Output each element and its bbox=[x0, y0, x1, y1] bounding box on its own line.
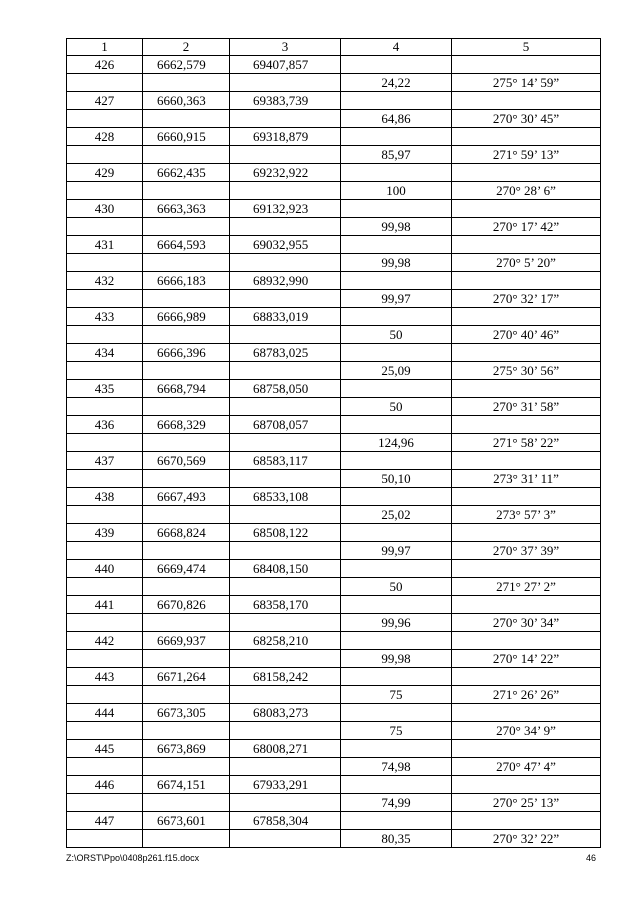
point-number-cell: 437 bbox=[67, 452, 143, 470]
point-number-cell: 436 bbox=[67, 416, 143, 434]
point-number-cell bbox=[67, 722, 143, 740]
bearing-cell: 275° 14’ 59” bbox=[452, 74, 601, 92]
point-number-cell bbox=[67, 146, 143, 164]
header-cell-2: 2 bbox=[143, 39, 230, 56]
point-number-cell bbox=[67, 110, 143, 128]
bearing-cell: 270° 32’ 17” bbox=[452, 290, 601, 308]
distance-cell bbox=[341, 416, 452, 434]
x-coordinate-cell: 6668,794 bbox=[143, 380, 230, 398]
x-coordinate-cell: 6660,915 bbox=[143, 128, 230, 146]
bearing-cell bbox=[452, 560, 601, 578]
y-coordinate-cell: 69032,955 bbox=[230, 236, 341, 254]
table-row bbox=[67, 470, 601, 488]
point-number-cell bbox=[67, 290, 143, 308]
distance-cell bbox=[341, 488, 452, 506]
bearing-cell bbox=[452, 668, 601, 686]
table-row bbox=[67, 380, 601, 398]
y-coordinate-cell bbox=[230, 434, 341, 452]
y-coordinate-cell: 68008,271 bbox=[230, 740, 341, 758]
x-coordinate-cell: 6660,363 bbox=[143, 92, 230, 110]
bearing-cell bbox=[452, 272, 601, 290]
point-number-cell bbox=[67, 578, 143, 596]
point-number-cell: 443 bbox=[67, 668, 143, 686]
table-row bbox=[67, 110, 601, 128]
x-coordinate-cell bbox=[143, 218, 230, 236]
y-coordinate-cell bbox=[230, 542, 341, 560]
point-number-cell: 440 bbox=[67, 560, 143, 578]
point-number-cell bbox=[67, 794, 143, 812]
x-coordinate-cell: 6668,824 bbox=[143, 524, 230, 542]
bearing-cell bbox=[452, 524, 601, 542]
distance-cell bbox=[341, 236, 452, 254]
distance-cell: 99,98 bbox=[341, 650, 452, 668]
point-number-cell bbox=[67, 362, 143, 380]
table-row bbox=[67, 686, 601, 704]
x-coordinate-cell bbox=[143, 182, 230, 200]
distance-cell bbox=[341, 200, 452, 218]
x-coordinate-cell bbox=[143, 398, 230, 416]
y-coordinate-cell bbox=[230, 578, 341, 596]
table-row bbox=[67, 452, 601, 470]
table-row bbox=[67, 506, 601, 524]
x-coordinate-cell bbox=[143, 830, 230, 848]
bearing-cell: 270° 17’ 42” bbox=[452, 218, 601, 236]
distance-cell bbox=[341, 632, 452, 650]
x-coordinate-cell: 6666,989 bbox=[143, 308, 230, 326]
distance-cell: 99,97 bbox=[341, 290, 452, 308]
bearing-cell bbox=[452, 164, 601, 182]
distance-cell bbox=[341, 560, 452, 578]
table-row bbox=[67, 272, 601, 290]
distance-cell bbox=[341, 704, 452, 722]
y-coordinate-cell: 68932,990 bbox=[230, 272, 341, 290]
y-coordinate-cell bbox=[230, 326, 341, 344]
bearing-cell bbox=[452, 488, 601, 506]
header-cell-3: 3 bbox=[230, 39, 341, 56]
table-row bbox=[67, 830, 601, 848]
x-coordinate-cell bbox=[143, 758, 230, 776]
bearing-cell bbox=[452, 452, 601, 470]
table-row bbox=[67, 596, 601, 614]
bearing-cell bbox=[452, 704, 601, 722]
bearing-cell: 275° 30’ 56” bbox=[452, 362, 601, 380]
point-number-cell bbox=[67, 326, 143, 344]
bearing-cell bbox=[452, 56, 601, 74]
x-coordinate-cell: 6664,593 bbox=[143, 236, 230, 254]
y-coordinate-cell bbox=[230, 182, 341, 200]
point-number-cell bbox=[67, 254, 143, 272]
distance-cell: 124,96 bbox=[341, 434, 452, 452]
x-coordinate-cell: 6673,305 bbox=[143, 704, 230, 722]
bearing-cell: 271° 58’ 22” bbox=[452, 434, 601, 452]
point-number-cell bbox=[67, 650, 143, 668]
y-coordinate-cell: 68833,019 bbox=[230, 308, 341, 326]
y-coordinate-cell bbox=[230, 254, 341, 272]
y-coordinate-cell bbox=[230, 146, 341, 164]
distance-cell: 80,35 bbox=[341, 830, 452, 848]
point-number-cell bbox=[67, 830, 143, 848]
bearing-cell bbox=[452, 128, 601, 146]
header-cell-4: 4 bbox=[341, 39, 452, 56]
x-coordinate-cell bbox=[143, 362, 230, 380]
bearing-cell bbox=[452, 344, 601, 362]
distance-cell: 74,99 bbox=[341, 794, 452, 812]
distance-cell bbox=[341, 596, 452, 614]
x-coordinate-cell: 6662,435 bbox=[143, 164, 230, 182]
table-row bbox=[67, 56, 601, 74]
y-coordinate-cell bbox=[230, 218, 341, 236]
y-coordinate-cell bbox=[230, 398, 341, 416]
bearing-cell: 270° 31’ 58” bbox=[452, 398, 601, 416]
y-coordinate-cell: 67858,304 bbox=[230, 812, 341, 830]
table-row bbox=[67, 614, 601, 632]
x-coordinate-cell bbox=[143, 650, 230, 668]
table-row bbox=[67, 128, 601, 146]
x-coordinate-cell bbox=[143, 254, 230, 272]
point-number-cell: 447 bbox=[67, 812, 143, 830]
y-coordinate-cell bbox=[230, 686, 341, 704]
distance-cell bbox=[341, 92, 452, 110]
table-row bbox=[67, 344, 601, 362]
point-number-cell: 442 bbox=[67, 632, 143, 650]
x-coordinate-cell: 6670,569 bbox=[143, 452, 230, 470]
bearing-cell: 271° 26’ 26” bbox=[452, 686, 601, 704]
y-coordinate-cell: 69318,879 bbox=[230, 128, 341, 146]
x-coordinate-cell: 6663,363 bbox=[143, 200, 230, 218]
distance-cell bbox=[341, 308, 452, 326]
point-number-cell: 446 bbox=[67, 776, 143, 794]
x-coordinate-cell: 6667,493 bbox=[143, 488, 230, 506]
x-coordinate-cell: 6671,264 bbox=[143, 668, 230, 686]
distance-cell: 99,96 bbox=[341, 614, 452, 632]
bearing-cell: 271° 27’ 2” bbox=[452, 578, 601, 596]
distance-cell: 99,98 bbox=[341, 254, 452, 272]
table-row bbox=[67, 290, 601, 308]
y-coordinate-cell bbox=[230, 74, 341, 92]
bearing-cell: 270° 40’ 46” bbox=[452, 326, 601, 344]
point-number-cell bbox=[67, 398, 143, 416]
distance-cell: 24,22 bbox=[341, 74, 452, 92]
point-number-cell bbox=[67, 434, 143, 452]
point-number-cell: 431 bbox=[67, 236, 143, 254]
y-coordinate-cell bbox=[230, 758, 341, 776]
table-row bbox=[67, 164, 601, 182]
distance-cell: 99,98 bbox=[341, 218, 452, 236]
y-coordinate-cell bbox=[230, 362, 341, 380]
table-row bbox=[67, 704, 601, 722]
x-coordinate-cell bbox=[143, 146, 230, 164]
y-coordinate-cell: 68708,057 bbox=[230, 416, 341, 434]
table-row bbox=[67, 362, 601, 380]
distance-cell: 25,02 bbox=[341, 506, 452, 524]
table-row bbox=[67, 542, 601, 560]
x-coordinate-cell bbox=[143, 110, 230, 128]
bearing-cell: 273° 57’ 3” bbox=[452, 506, 601, 524]
table-row bbox=[67, 308, 601, 326]
point-number-cell: 438 bbox=[67, 488, 143, 506]
point-number-cell: 428 bbox=[67, 128, 143, 146]
distance-cell bbox=[341, 668, 452, 686]
table-row bbox=[67, 326, 601, 344]
distance-cell bbox=[341, 380, 452, 398]
table-row bbox=[67, 182, 601, 200]
bearing-cell: 270° 28’ 6” bbox=[452, 182, 601, 200]
distance-cell: 75 bbox=[341, 686, 452, 704]
x-coordinate-cell: 6670,826 bbox=[143, 596, 230, 614]
y-coordinate-cell: 68533,108 bbox=[230, 488, 341, 506]
distance-cell bbox=[341, 128, 452, 146]
point-number-cell bbox=[67, 542, 143, 560]
x-coordinate-cell bbox=[143, 686, 230, 704]
x-coordinate-cell: 6666,183 bbox=[143, 272, 230, 290]
table-row bbox=[67, 758, 601, 776]
bearing-cell: 273° 31’ 11” bbox=[452, 470, 601, 488]
y-coordinate-cell: 68158,242 bbox=[230, 668, 341, 686]
distance-cell: 50,10 bbox=[341, 470, 452, 488]
table-row bbox=[67, 74, 601, 92]
x-coordinate-cell bbox=[143, 578, 230, 596]
distance-cell bbox=[341, 740, 452, 758]
y-coordinate-cell: 68583,117 bbox=[230, 452, 341, 470]
point-number-cell bbox=[67, 758, 143, 776]
table-row bbox=[67, 236, 601, 254]
bearing-cell: 270° 25’ 13” bbox=[452, 794, 601, 812]
point-number-cell: 441 bbox=[67, 596, 143, 614]
header-cell-5: 5 bbox=[452, 39, 601, 56]
x-coordinate-cell bbox=[143, 470, 230, 488]
point-number-cell bbox=[67, 218, 143, 236]
table-row bbox=[67, 578, 601, 596]
distance-cell: 100 bbox=[341, 182, 452, 200]
y-coordinate-cell: 68508,122 bbox=[230, 524, 341, 542]
point-number-cell bbox=[67, 506, 143, 524]
point-number-cell: 429 bbox=[67, 164, 143, 182]
y-coordinate-cell: 68758,050 bbox=[230, 380, 341, 398]
header-cell-1: 1 bbox=[67, 39, 143, 56]
x-coordinate-cell: 6666,396 bbox=[143, 344, 230, 362]
distance-cell: 74,98 bbox=[341, 758, 452, 776]
table-row bbox=[67, 560, 601, 578]
y-coordinate-cell bbox=[230, 110, 341, 128]
x-coordinate-cell bbox=[143, 434, 230, 452]
distance-cell: 85,97 bbox=[341, 146, 452, 164]
table-row bbox=[67, 434, 601, 452]
x-coordinate-cell: 6668,329 bbox=[143, 416, 230, 434]
table-row bbox=[67, 218, 601, 236]
bearing-cell: 270° 30’ 45” bbox=[452, 110, 601, 128]
footer-page-number: 46 bbox=[585, 853, 596, 863]
bearing-cell bbox=[452, 812, 601, 830]
x-coordinate-cell bbox=[143, 614, 230, 632]
x-coordinate-cell bbox=[143, 722, 230, 740]
x-coordinate-cell: 6674,151 bbox=[143, 776, 230, 794]
bearing-cell bbox=[452, 380, 601, 398]
distance-cell: 64,86 bbox=[341, 110, 452, 128]
y-coordinate-cell: 68258,210 bbox=[230, 632, 341, 650]
bearing-cell: 270° 37’ 39” bbox=[452, 542, 601, 560]
table-row bbox=[67, 632, 601, 650]
y-coordinate-cell: 67933,291 bbox=[230, 776, 341, 794]
bearing-cell: 270° 30’ 34” bbox=[452, 614, 601, 632]
y-coordinate-cell: 69132,923 bbox=[230, 200, 341, 218]
coordinates-table-body bbox=[67, 39, 601, 848]
y-coordinate-cell bbox=[230, 650, 341, 668]
table-row bbox=[67, 650, 601, 668]
y-coordinate-cell bbox=[230, 290, 341, 308]
x-coordinate-cell bbox=[143, 74, 230, 92]
table-row bbox=[67, 488, 601, 506]
y-coordinate-cell bbox=[230, 794, 341, 812]
footer-file-path: Z:\ORST\Ppo\0408p261.f15.docx bbox=[66, 853, 200, 863]
bearing-cell bbox=[452, 416, 601, 434]
y-coordinate-cell: 69383,739 bbox=[230, 92, 341, 110]
bearing-cell: 271° 59’ 13” bbox=[452, 146, 601, 164]
table-header-row bbox=[67, 39, 601, 56]
point-number-cell: 427 bbox=[67, 92, 143, 110]
bearing-cell: 270° 14’ 22” bbox=[452, 650, 601, 668]
point-number-cell: 445 bbox=[67, 740, 143, 758]
bearing-cell bbox=[452, 92, 601, 110]
bearing-cell bbox=[452, 776, 601, 794]
distance-cell bbox=[341, 812, 452, 830]
point-number-cell: 426 bbox=[67, 56, 143, 74]
distance-cell bbox=[341, 56, 452, 74]
point-number-cell: 433 bbox=[67, 308, 143, 326]
bearing-cell bbox=[452, 740, 601, 758]
x-coordinate-cell bbox=[143, 506, 230, 524]
y-coordinate-cell bbox=[230, 722, 341, 740]
point-number-cell: 432 bbox=[67, 272, 143, 290]
y-coordinate-cell bbox=[230, 506, 341, 524]
y-coordinate-cell bbox=[230, 470, 341, 488]
x-coordinate-cell: 6673,869 bbox=[143, 740, 230, 758]
bearing-cell: 270° 5’ 20” bbox=[452, 254, 601, 272]
distance-cell bbox=[341, 524, 452, 542]
x-coordinate-cell: 6673,601 bbox=[143, 812, 230, 830]
table-row bbox=[67, 398, 601, 416]
distance-cell bbox=[341, 272, 452, 290]
point-number-cell: 439 bbox=[67, 524, 143, 542]
point-number-cell bbox=[67, 470, 143, 488]
distance-cell bbox=[341, 164, 452, 182]
x-coordinate-cell bbox=[143, 542, 230, 560]
table-row bbox=[67, 146, 601, 164]
point-number-cell: 435 bbox=[67, 380, 143, 398]
bearing-cell: 270° 47’ 4” bbox=[452, 758, 601, 776]
bearing-cell bbox=[452, 596, 601, 614]
bearing-cell bbox=[452, 308, 601, 326]
bearing-cell bbox=[452, 632, 601, 650]
table-row bbox=[67, 794, 601, 812]
point-number-cell: 444 bbox=[67, 704, 143, 722]
distance-cell: 50 bbox=[341, 326, 452, 344]
distance-cell bbox=[341, 776, 452, 794]
distance-cell: 25,09 bbox=[341, 362, 452, 380]
y-coordinate-cell bbox=[230, 614, 341, 632]
table-row bbox=[67, 92, 601, 110]
point-number-cell: 434 bbox=[67, 344, 143, 362]
point-number-cell bbox=[67, 74, 143, 92]
distance-cell: 50 bbox=[341, 398, 452, 416]
y-coordinate-cell: 68083,273 bbox=[230, 704, 341, 722]
table-row bbox=[67, 524, 601, 542]
table-row bbox=[67, 416, 601, 434]
distance-cell: 75 bbox=[341, 722, 452, 740]
y-coordinate-cell: 68783,025 bbox=[230, 344, 341, 362]
y-coordinate-cell: 69232,922 bbox=[230, 164, 341, 182]
y-coordinate-cell: 69407,857 bbox=[230, 56, 341, 74]
point-number-cell: 430 bbox=[67, 200, 143, 218]
point-number-cell bbox=[67, 614, 143, 632]
table-row bbox=[67, 776, 601, 794]
distance-cell bbox=[341, 344, 452, 362]
table-row bbox=[67, 812, 601, 830]
x-coordinate-cell: 6662,579 bbox=[143, 56, 230, 74]
table-row bbox=[67, 200, 601, 218]
bearing-cell bbox=[452, 236, 601, 254]
coordinates-table bbox=[66, 38, 601, 848]
table-row bbox=[67, 668, 601, 686]
x-coordinate-cell bbox=[143, 290, 230, 308]
y-coordinate-cell: 68408,150 bbox=[230, 560, 341, 578]
x-coordinate-cell: 6669,474 bbox=[143, 560, 230, 578]
table-row bbox=[67, 740, 601, 758]
bearing-cell: 270° 34’ 9” bbox=[452, 722, 601, 740]
bearing-cell bbox=[452, 200, 601, 218]
y-coordinate-cell bbox=[230, 830, 341, 848]
x-coordinate-cell: 6669,937 bbox=[143, 632, 230, 650]
table-row bbox=[67, 722, 601, 740]
point-number-cell bbox=[67, 686, 143, 704]
distance-cell bbox=[341, 452, 452, 470]
point-number-cell bbox=[67, 182, 143, 200]
bearing-cell: 270° 32’ 22” bbox=[452, 830, 601, 848]
x-coordinate-cell bbox=[143, 326, 230, 344]
table-row bbox=[67, 254, 601, 272]
x-coordinate-cell bbox=[143, 794, 230, 812]
distance-cell: 99,97 bbox=[341, 542, 452, 560]
y-coordinate-cell: 68358,170 bbox=[230, 596, 341, 614]
distance-cell: 50 bbox=[341, 578, 452, 596]
